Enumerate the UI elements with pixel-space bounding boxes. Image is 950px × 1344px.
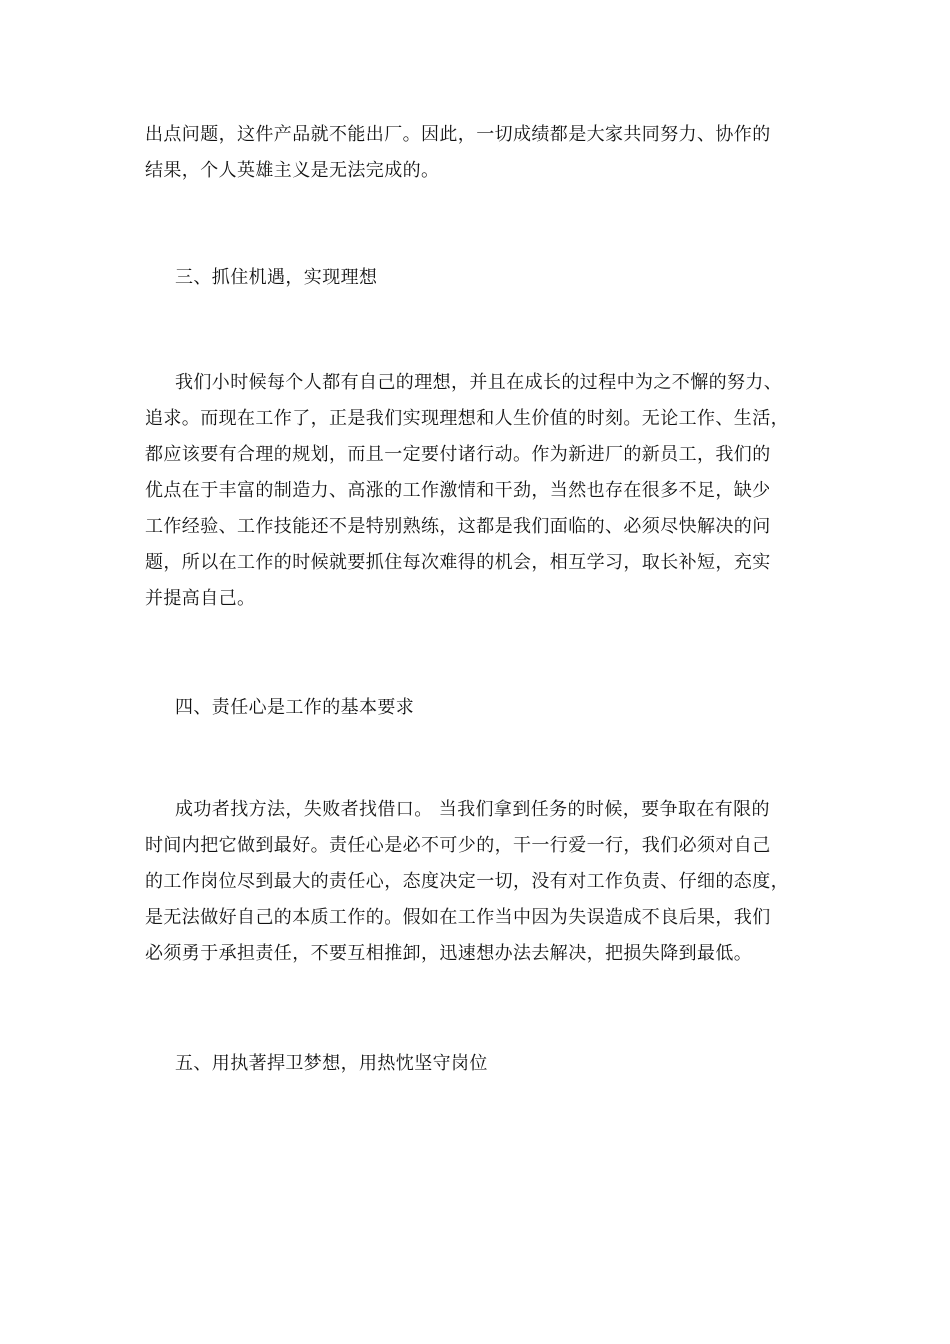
- paragraph-line: 的工作岗位尽到最大的责任心，态度决定一切，没有对工作负责、仔细的态度，: [145, 871, 789, 892]
- paragraph-intro: [145, 117, 805, 189]
- paragraph-line: 必须勇于承担责任，不要互相推卸，迅速想办法去解决，把损失降到最低。: [145, 943, 753, 964]
- paragraph-line: 追求。而现在工作了，正是我们实现理想和人生价值的时刻。无论工作、生活，: [145, 408, 789, 429]
- paragraph-line: 是无法做好自己的本质工作的。假如在工作当中因为失误造成不良后果，我们: [145, 907, 771, 928]
- paragraph-4: [145, 792, 805, 972]
- paragraph-line: 结果，个人英雄主义是无法完成的。: [145, 160, 440, 181]
- heading-text: 三、抓住机遇，实现理想: [175, 267, 378, 288]
- heading-text: 五、用执著捍卫梦想，用热忱坚守岗位: [175, 1053, 488, 1074]
- section-heading-5: [145, 1046, 805, 1082]
- paragraph-line: 我们小时候每个人都有自己的理想，并且在成长的过程中为之不懈的努力、: [175, 372, 783, 393]
- heading-text: 四、责任心是工作的基本要求: [175, 697, 415, 718]
- paragraph-3: [145, 365, 805, 617]
- section-heading-3: [145, 260, 805, 296]
- paragraph-line: 工作经验、工作技能还不是特别熟练，这都是我们面临的、必须尽快解决的问: [145, 516, 771, 537]
- paragraph-line: 题，所以在工作的时候就要抓住每次难得的机会，相互学习，取长补短，充实: [145, 552, 771, 573]
- paragraph-line: 优点在于丰富的制造力、高涨的工作激情和干劲，当然也存在很多不足，缺少: [145, 480, 771, 501]
- paragraph-line: 时间内把它做到最好。责任心是必不可少的，干一行爱一行，我们必须对自己: [145, 835, 771, 856]
- paragraph-line: 成功者找方法，失败者找借口。 当我们拿到任务的时候，要争取在有限的: [175, 799, 770, 820]
- paragraph-line: 并提高自己。: [145, 588, 256, 609]
- paragraph-line: 都应该要有合理的规划，而且一定要付诸行动。作为新进厂的新员工，我们的: [145, 444, 771, 465]
- paragraph-line: 出点问题，这件产品就不能出厂。因此，一切成绩都是大家共同努力、协作的: [145, 124, 771, 145]
- section-heading-4: [145, 690, 805, 726]
